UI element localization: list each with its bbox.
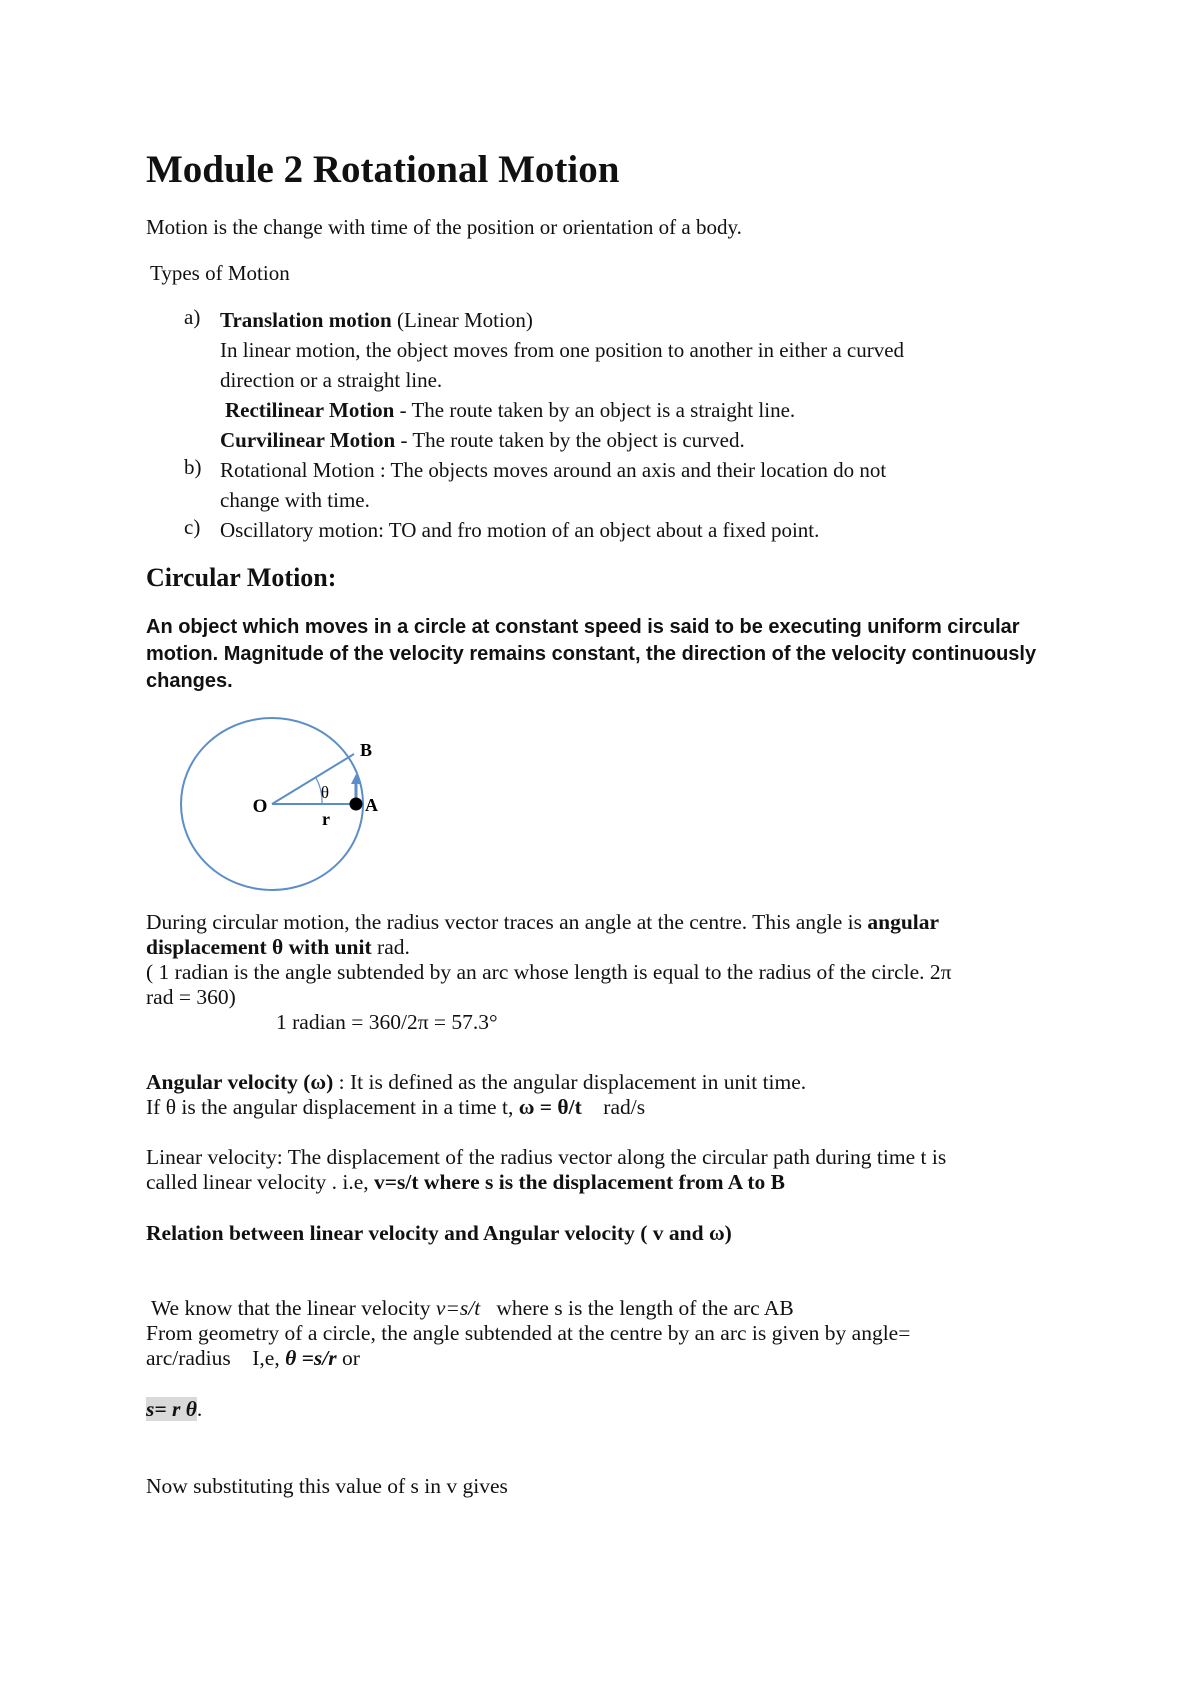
angular-velocity-formula: ω = θ/t xyxy=(518,1095,582,1119)
intro-text: Motion is the change with time of the position or orientation of a body. xyxy=(146,215,742,239)
translation-term: Translation motion xyxy=(220,308,392,332)
angular-displacement-block xyxy=(146,910,952,1035)
angular-velocity-block xyxy=(146,1070,806,1120)
angular-velocity-def: : It is defined as the angular displacement in unit time. xyxy=(333,1070,807,1094)
linear-velocity-line2: called linear velocity . i.e, xyxy=(146,1170,375,1194)
translation-note: (Linear Motion) xyxy=(391,308,533,332)
circular-motion-definition: An object which moves in a circle at constant speed is said to be executing uniform circular motion. Magnitude of the velocity remains constant, the direction of the velocity continuously changes. xyxy=(146,616,1037,692)
types-heading: Types of Motion xyxy=(150,261,290,285)
label-o: O xyxy=(252,796,268,817)
list-item-rotational xyxy=(146,455,1106,515)
formula-period: . xyxy=(196,1397,203,1421)
circle-diagram xyxy=(170,712,410,898)
types-list xyxy=(146,305,1106,545)
list-item-translation xyxy=(146,305,1106,455)
angular-disp-line1: During circular motion, the radius vector traces an angle at the centre. This angle is xyxy=(146,910,868,934)
linear-velocity-formula: v=s/t where s is the displacement from A to B xyxy=(374,1170,786,1194)
rectilinear-term: Rectilinear Motion xyxy=(225,398,395,422)
angular-velocity-term: Angular velocity (ω) xyxy=(146,1070,334,1094)
radius-ob xyxy=(272,754,354,804)
radian-definition-cont: rad = 360) xyxy=(146,985,236,1009)
derivation-formula-v: v=s/t xyxy=(435,1296,481,1320)
circular-motion-heading: Circular Motion: xyxy=(146,563,337,592)
angular-velocity-line2: If θ is the angular displacement in a time t, xyxy=(146,1095,519,1119)
label-a: A xyxy=(365,795,378,815)
angular-disp-term-1: angular xyxy=(867,910,940,934)
linear-velocity-line1: Linear velocity: The displacement of the radius vector along the circular path during time t is xyxy=(146,1145,947,1169)
radian-definition: ( 1 radian is the angle subtended by an arc whose length is equal to the radius of the circle. 2π xyxy=(146,960,952,984)
formula-s-equals-r-theta: s= r θ xyxy=(146,1397,197,1421)
relation-heading xyxy=(146,1221,732,1246)
list-item-oscillatory xyxy=(146,515,1106,545)
list-marker: c) xyxy=(184,515,201,539)
label-theta: θ xyxy=(320,783,330,802)
curvilinear-desc: - The route taken by the object is curved. xyxy=(395,428,745,452)
derivation-line1-post: where s is the length of the arc AB xyxy=(480,1296,794,1320)
translation-desc-1: In linear motion, the object moves from one position to another in either a curved xyxy=(220,338,905,362)
list-marker: a) xyxy=(184,305,201,329)
rotational-desc-2: change with time. xyxy=(220,488,370,512)
derivation-line2: From geometry of a circle, the angle subtended at the centre by an arc is given by angle= xyxy=(146,1321,911,1345)
list-marker: b) xyxy=(184,455,202,479)
rectilinear-desc: - The route taken by an object is a straight line. xyxy=(394,398,796,422)
label-r: r xyxy=(322,809,330,829)
rotational-desc-1: Rotational Motion : The objects moves around an axis and their location do not xyxy=(220,458,887,482)
point-a-dot xyxy=(350,798,363,811)
page-title: Module 2 Rotational Motion xyxy=(146,148,620,191)
derivation-line3: arc/radius I,e, xyxy=(146,1346,286,1370)
linear-velocity-block xyxy=(146,1145,946,1195)
oscillatory-desc: Oscillatory motion: TO and fro motion of an object about a fixed point. xyxy=(220,518,820,542)
derivation-line3-post: or xyxy=(336,1346,360,1370)
radian-value: 1 radian = 360/2π = 57.3° xyxy=(276,1010,498,1034)
curvilinear-term: Curvilinear Motion xyxy=(220,428,396,452)
derivation-formula-theta: θ =s/r xyxy=(285,1346,337,1370)
label-b: B xyxy=(360,740,373,760)
highlighted-formula xyxy=(146,1397,202,1422)
derivation-line1: We know that the linear velocity xyxy=(146,1296,436,1320)
substitution-text: Now substituting this value of s in v gives xyxy=(146,1474,508,1498)
angular-disp-unit: rad. xyxy=(371,935,410,959)
angular-velocity-unit: rad/s xyxy=(581,1095,646,1119)
translation-desc-2: direction or a straight line. xyxy=(220,368,443,392)
derivation-block xyxy=(146,1296,910,1371)
angular-disp-term-2: displacement θ with unit xyxy=(146,935,372,959)
relation-heading-text: Relation between linear velocity and Angular velocity ( v and ω) xyxy=(146,1221,732,1245)
